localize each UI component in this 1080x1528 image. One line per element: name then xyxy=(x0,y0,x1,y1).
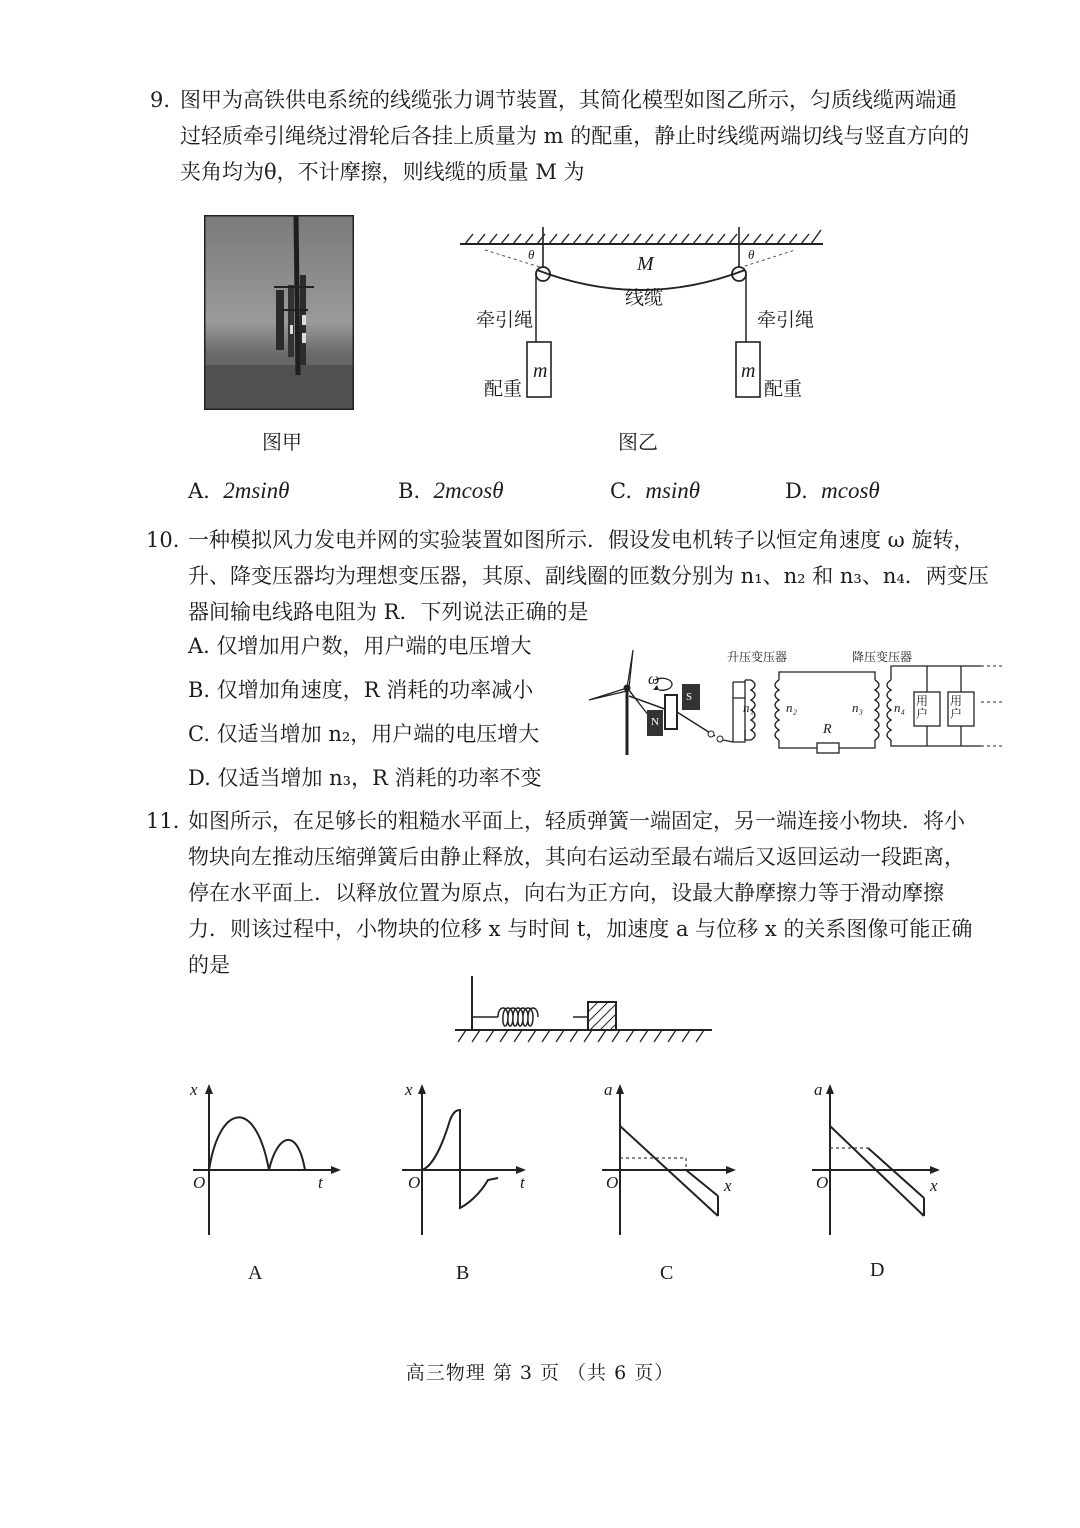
q9-option-c xyxy=(610,475,700,507)
ground-hatch xyxy=(458,1030,704,1042)
graph-c-x-label: x xyxy=(724,1176,732,1195)
graph-a-y-label: x xyxy=(190,1080,198,1099)
graph-c xyxy=(598,1080,758,1240)
q11-number: 11. xyxy=(146,809,180,833)
q10-option-d-letter: D. xyxy=(188,766,211,790)
resistor-R xyxy=(817,743,839,753)
label-magnet-n: N xyxy=(651,716,659,728)
q10-option-b-letter: B. xyxy=(188,678,211,702)
label-omega: ω xyxy=(648,671,660,688)
coil-n3 xyxy=(875,680,879,740)
label-mass-m-left: m xyxy=(533,360,548,382)
graph-c-origin: O xyxy=(606,1173,619,1192)
label-magnet-s: S xyxy=(686,691,693,703)
q9-line-2: 过轻质牵引绳绕过滑轮后各挂上质量为 m 的配重，静止时线缆两端切线与竖直方向的 xyxy=(180,124,970,148)
page-footer: 高三物理 第 3 页 （共 6 页） xyxy=(405,1362,675,1384)
q10-line-1: 一种模拟风力发电并网的实验装置如图所示．假设发电机转子以恒定角速度 ω 旋转， xyxy=(188,528,975,552)
q11-line-1: 如图所示，在足够长的粗糙水平面上，轻质弹簧一端固定，另一端连接小物块．将小 xyxy=(188,809,965,833)
q11-line-4: 力．则该过程中，小物块的位移 x 与时间 t，加速度 a 与位移 x 的关系图像可能正确 xyxy=(188,917,973,941)
wind-turbine-icon xyxy=(589,650,649,755)
label-rope-left: 牵引绳 xyxy=(476,309,534,331)
spring xyxy=(498,1008,538,1026)
q10-option-c xyxy=(188,718,539,750)
q11-line-2: 物块向左推动压缩弹簧后由静止释放，其向右运动至最右端后又返回运动一段距离， xyxy=(188,845,965,869)
q9-option-a xyxy=(188,475,289,507)
graph-d-caption: D xyxy=(870,1259,885,1281)
q9-option-a-text: 2msinθ xyxy=(223,478,290,503)
q11-line-3: 停在水平面上．以释放位置为原点，向右为正方向，设最大静摩擦力等于滑动摩擦 xyxy=(188,881,944,905)
spring-block-diagram xyxy=(450,972,720,1048)
figure-jia-caption: 图甲 xyxy=(262,430,302,454)
q9-option-d xyxy=(785,475,880,507)
q9-option-b-letter: B. xyxy=(398,479,421,503)
label-theta-left: θ xyxy=(528,247,535,262)
label-mass-m-right: m xyxy=(741,360,756,382)
graph-c-caption: C xyxy=(660,1262,674,1284)
label-n4: n₄ xyxy=(894,700,906,715)
block xyxy=(588,1002,616,1030)
label-weight-right: 配重 xyxy=(764,378,803,400)
q11-line-5: 的是 xyxy=(188,953,230,977)
q10-line-3: 器间输电线路电阻为 R．下列说法正确的是 xyxy=(188,600,589,624)
coil-frame xyxy=(665,695,677,729)
q10-option-d-text: 仅适当增加 n₃，R 消耗的功率不变 xyxy=(217,766,542,790)
graph-d xyxy=(808,1080,958,1240)
graph-c-y-label: a xyxy=(604,1080,613,1099)
q10-option-c-text: 仅适当增加 n₂，用户端的电压增大 xyxy=(216,722,540,746)
q9-option-c-text: msinθ xyxy=(645,478,701,503)
q9-option-d-letter: D. xyxy=(785,479,808,503)
graph-d-x-label: x xyxy=(930,1176,938,1195)
label-step-up: 升压变压器 xyxy=(727,650,788,664)
q10-option-b xyxy=(188,674,533,706)
graph-b-x-label: t xyxy=(520,1173,525,1192)
q9-option-c-letter: C. xyxy=(610,479,632,503)
figure-jia-photo xyxy=(204,215,354,410)
label-cable: 线缆 xyxy=(625,287,664,309)
graph-a-origin: O xyxy=(193,1173,206,1192)
graph-d-y-label: a xyxy=(814,1080,823,1099)
q10-option-d xyxy=(188,762,542,794)
q9-option-b xyxy=(398,475,504,507)
graph-a-caption: A xyxy=(248,1262,263,1284)
q10-number: 10. xyxy=(146,528,180,552)
graph-b-origin: O xyxy=(408,1173,421,1192)
coil-n2 xyxy=(775,680,779,740)
graph-a-x-label: t xyxy=(318,1173,323,1192)
label-user-2: 用户 xyxy=(950,694,963,721)
label-user-1: 用户 xyxy=(916,694,929,721)
graph-b-curve xyxy=(422,1110,498,1208)
q9-number: 9. xyxy=(150,88,171,112)
graph-d-origin: O xyxy=(816,1173,829,1192)
label-n1: n₁ xyxy=(743,700,755,715)
label-theta-right: θ xyxy=(748,247,755,262)
q10-option-c-letter: C. xyxy=(188,722,210,746)
q9-line-3: 夹角均为θ，不计摩擦，则线缆的质量 M 为 xyxy=(180,160,585,184)
q9-option-a-letter: A. xyxy=(188,479,210,503)
label-weight-left: 配重 xyxy=(484,378,523,400)
q9-option-d-text: mcosθ xyxy=(821,478,880,503)
graph-b-y-label: x xyxy=(405,1080,413,1099)
q10-option-a xyxy=(188,630,532,662)
q10-line-2: 升、降变压器均为理想变压器，其原、副线圈的匝数分别为 n₁、n₂ 和 n₃、n₄．两变压 xyxy=(188,564,989,588)
graph-a-curve xyxy=(209,1117,305,1170)
label-step-down: 降压变压器 xyxy=(852,650,913,664)
q10-option-a-text: 仅增加用户数，用户端的电压增大 xyxy=(216,634,532,658)
coil-n4 xyxy=(887,680,891,740)
label-n3: n₃ xyxy=(852,700,864,715)
graph-b xyxy=(398,1080,558,1240)
q9-option-b-text: 2mcosθ xyxy=(433,478,504,503)
graph-a xyxy=(185,1080,355,1240)
label-rope-right: 牵引绳 xyxy=(757,309,815,331)
ceiling-hatch xyxy=(465,230,821,244)
figure-yi-caption: 图乙 xyxy=(618,430,658,454)
graph-b-caption: B xyxy=(456,1262,470,1284)
label-R: R xyxy=(823,722,832,737)
q10-option-a-letter: A. xyxy=(188,634,210,658)
q10-option-b-text: 仅增加角速度，R 消耗的功率减小 xyxy=(216,678,534,702)
q9-line-1: 图甲为高铁供电系统的线缆张力调节装置，其简化模型如图乙所示，匀质线缆两端通 xyxy=(180,88,957,112)
label-mass-M: M xyxy=(637,253,654,275)
label-n2: n₂ xyxy=(786,700,798,715)
